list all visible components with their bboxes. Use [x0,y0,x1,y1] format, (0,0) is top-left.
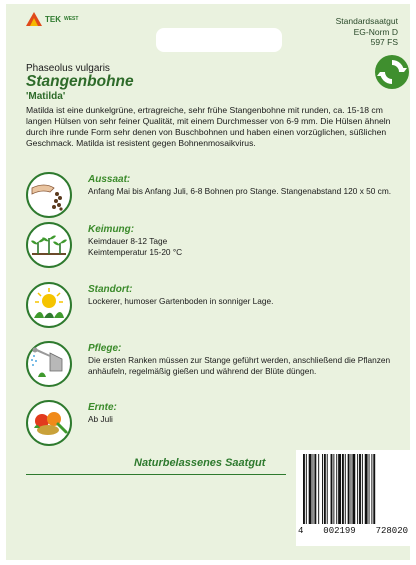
keimung-line-2: Keimtemperatur 15-20 °C [88,247,183,257]
barcode-bar [327,454,328,524]
standort-title: Standort: [88,284,133,295]
aussaat-text [88,186,408,197]
aussaat-icon-circle [26,172,72,218]
barcode-bar [371,454,372,524]
barcode-bar [313,454,314,524]
slogan-underline [26,474,286,475]
section-standort [26,282,406,328]
barcode-digit-1: 4 [298,526,304,536]
barcode-bar [351,454,352,524]
harvest-vegetables-icon [28,402,70,444]
barcode-bar [338,454,341,524]
barcode-bar [362,454,363,524]
barcode-bar [348,454,350,524]
barcode-bar [322,454,323,524]
barcode-bar [336,454,337,524]
barcode-bars [300,454,406,524]
standort-text [88,296,408,307]
barcode-bar [314,454,316,524]
aussaat-title: Aussaat: [88,174,131,185]
packet-flap [156,28,282,52]
barcode-bar [359,454,361,524]
barcode-bar [365,454,368,524]
barcode-bar [306,454,307,524]
product-description: Matilda ist eine dunkelgrüne, ertragreiche, sehr frühe Stangenbohne mit runden, ca. 15-18 cm langen Hülsen von sehr feiner Qualität, mit einem Durchmesser von 6-9 mm. Die Hülsen ähneln durch ihre runde Form sehr denen von Buschbohnen und haben einen vorzüglichen, süßlichen Geschmack. Matilda ist resistent gegen Bohnenmosaikvirus. [26,105,391,148]
standort-icon-circle [26,282,72,328]
product-title: Stangenbohne [26,73,134,90]
standort-line-1: Lockerer, humoser Gartenboden in sonniger Lage. [88,296,274,306]
barcode-bar [303,454,305,524]
watering-can-icon [28,343,70,385]
brand-suffix: WEST [64,16,79,22]
barcode-bar [333,454,334,524]
barcode-bar [352,454,355,524]
barcode-digits-3: 728020 [375,526,408,536]
standard-line-1: Standardsaatgut [335,16,398,26]
tek-logo-icon [26,12,42,26]
section-aussaat [26,172,406,218]
barcode-bar [331,454,333,524]
standard-line-3: 597 FS [370,37,398,47]
standard-info [336,16,398,48]
keimung-icon-circle [26,222,72,268]
pflege-line-1: Die ersten Ranken müssen zur Stange geführt werden, anschließend die Pflanzen anhäufeln, regelmäßig gießen und während der Blüte düngen. [88,355,391,376]
ernte-title: Ernte: [88,402,117,413]
barcode-bar [369,454,370,524]
natural-seed-slogan: Naturbelassenes Saatgut [134,457,266,469]
barcode-bar [324,454,326,524]
ean-barcode [296,450,410,546]
barcode-digits-2: 002199 [323,526,356,536]
pflege-title: Pflege: [88,343,122,354]
keimung-title: Keimung: [88,224,135,235]
brand-logo [26,12,78,26]
seed-packet-back [6,4,410,560]
barcode-bar [345,454,346,524]
hand-sowing-seeds-icon [28,174,70,216]
ernte-line-1: Ab Juli [88,414,113,424]
barcode-number [296,526,410,536]
standard-line-2: EG-Norm D [353,26,398,37]
ernte-text [88,414,408,425]
barcode-bar [357,454,358,524]
barcode-bar [342,454,344,524]
keimung-line-1: Keimdauer 8-12 Tage [88,236,168,246]
variety-name: 'Matilda' [26,91,66,102]
section-ernte [26,400,406,446]
section-pflege [26,341,406,387]
barcode-bar [309,454,312,524]
brand-name: TEK [45,14,61,24]
keimung-text [88,236,408,258]
pflege-text [88,355,408,377]
barcode-bar [373,454,375,524]
section-keimung [26,222,406,268]
seedlings-icon [28,224,70,266]
barcode-bar [318,454,319,524]
latin-name: Phaseolus vulgaris [26,63,110,74]
aussaat-line-1: Anfang Mai bis Anfang Juli, 6-8 Bohnen pro Stange. Stangenabstand 120 x 50 cm. [88,186,392,196]
ernte-icon-circle [26,400,72,446]
pflege-icon-circle [26,341,72,387]
sun-plants-icon [28,284,70,326]
green-dot-recycling-icon [374,54,410,90]
